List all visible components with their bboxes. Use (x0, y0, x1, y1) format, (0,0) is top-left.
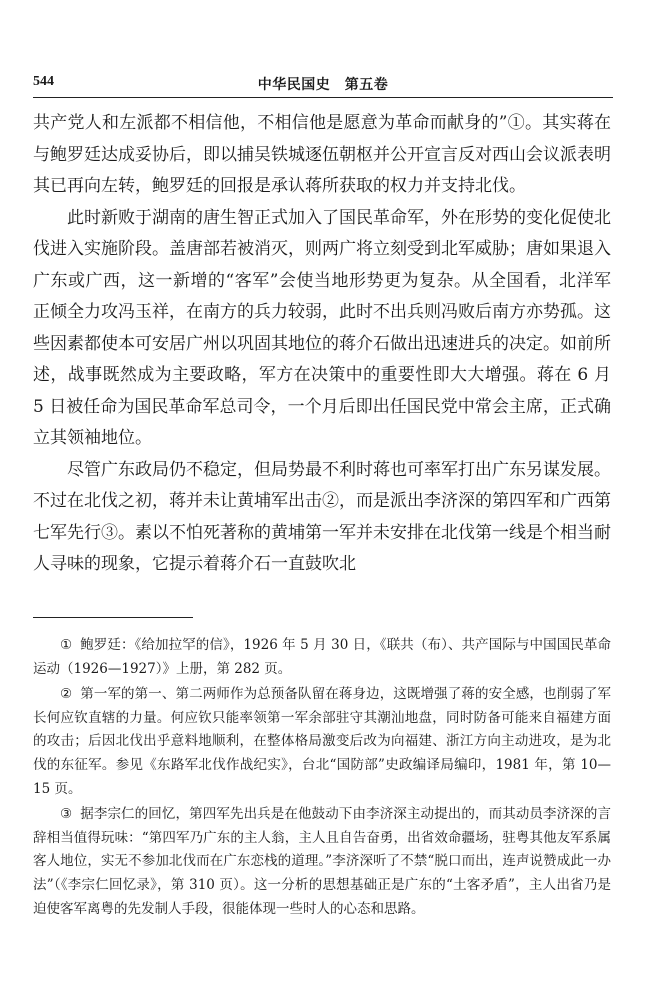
paragraph-1: 共产党人和左派都不相信他，不相信他是愿意为革命而献身的”①。其实蒋在与鲍罗廷达成妥协后，即以捕吴铁城逐伍朝枢并公开宣言反对西山会议派表明其已再向左转，鲍罗廷的回报是承认蒋所获取的权力并支持北伐。 (33, 113, 611, 196)
paragraph-3: 尽管广东政局仍不稳定，但局势最不利时蒋也可率军打出广东另谋发展。不过在北伐之初，蒋并未让黄埔军出击②，而是派出李济深的第四军和广西第七军先行③。素以不怕死著称的黄埔第一军并未安排在北伐第一线是个相当耐人寻味的现象，它提示着蒋介石一直鼓吹北 (33, 459, 611, 574)
footnote-1 (33, 634, 611, 681)
running-title: 中华民国史 第五卷 (257, 77, 389, 93)
footnote-3 (33, 803, 611, 921)
footnote-mark: ③ (60, 806, 73, 823)
page-header (33, 74, 613, 96)
paragraph-2: 此时新败于湖南的唐生智正式加入了国民革命军，外在形势的变化促使北伐进入实施阶段。盖唐部若被消灭，则两广将立刻受到北军威胁；唐如果退入广东或广西，这一新增的“客军”会使当地形势更为复杂。从全国看，北洋军正倾全力攻冯玉祥，在南方的兵力较弱，此时不出兵则冯败后南方亦势孤。这些因素都使本可安居广州以巩固其地位的蒋介石做出迅速进兵的决定。如前所述，战事既然成为主要政略，军方在决策中的重要性即大大增强。蒋在 6 月 5 日被任命为国民革命军总司令，一个月后即出任国民党中常会主席，正式确立其领袖地位。 (33, 207, 611, 448)
footnote-2 (33, 683, 611, 801)
footnote-mark: ② (60, 686, 73, 703)
header-rule (33, 97, 613, 98)
footnote-rule (33, 617, 193, 618)
footnote-text: 据李宗仁的回忆，第四军先出兵是在他鼓动下由李济深主动提出的，而其动员李济深的言辞相当值得玩味：“第四军乃广东的主人翁，主人且自告奋勇，出省效命疆场，驻粤其他友军系属客人地位，实无不参加北伐而在广东恋栈的道理。”李济深听了不禁“脱口而出，连声说赞成此一办法”（《李宗仁回忆录》，第 310 页）。这一分析的思想基础正是广东的“土客矛盾”，主人出省乃是迫使客军离粤的先发制人手段，很能体现一些时人的心态和思路。 (33, 806, 611, 917)
footnote-mark: ① (60, 637, 73, 653)
body-text (33, 108, 611, 581)
page-number: 544 (33, 74, 54, 89)
footnotes (33, 634, 611, 923)
footnote-text: 第一军的第一、第二两师作为总预备队留在蒋身边，这既增强了蒋的安全感，也削弱了军长何应钦直辖的力量。何应钦只能率领第一军余部驻守其潮汕地盘，同时防备可能来自福建方面的攻击；后因北伐出乎意料地顺利，在整体格局激变后改为向福建、浙江方向主动进攻，是为北伐的东征军。参见《东路军北伐作战纪实》，台北“国防部”史政编译局编印，1981 年，第 10—15 页。 (33, 686, 611, 797)
footnote-text: 鲍罗廷：《给加拉罕的信》，1926 年 5 月 30 日，《联共（布）、共产国际与中国国民革命运动（1926—1927）》上册，第 282 页。 (33, 637, 611, 677)
